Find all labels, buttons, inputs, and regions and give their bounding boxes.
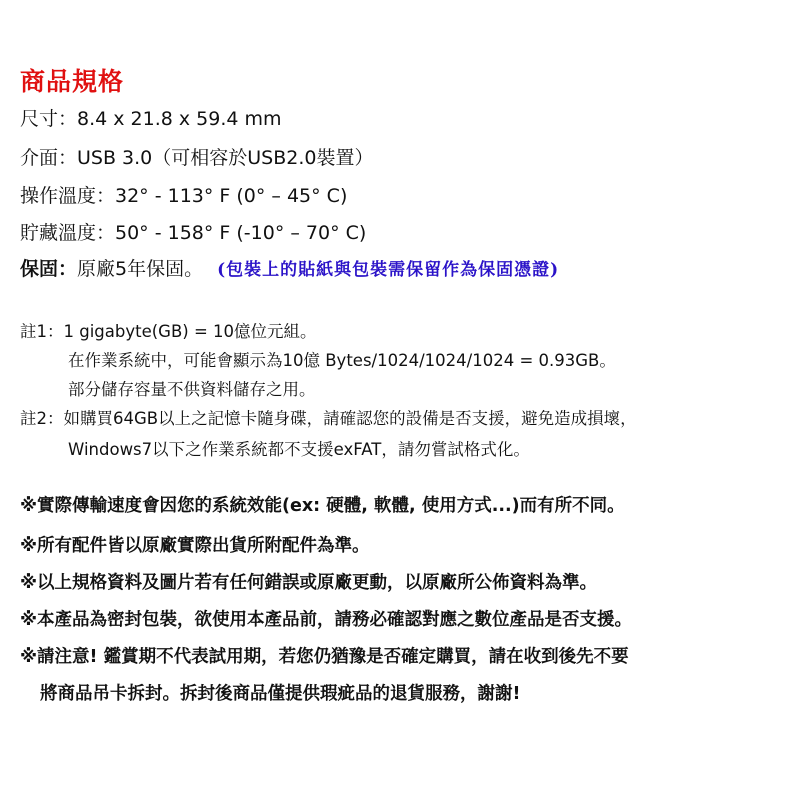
note1-line1: 註1：1 gigabyte(GB) = 10億位元組。 bbox=[20, 322, 317, 341]
spec-operating-temp: 操作溫度：32° - 113° F (0° – 45° C) bbox=[20, 185, 348, 207]
note1-line3: 部分儲存容量不供資料儲存之用。 bbox=[68, 380, 316, 399]
remark-item: ※以上規格資料及圖片若有任何錯誤或原廠更動，以原廠所公佈資料為準。 bbox=[20, 573, 598, 593]
remark-item-continued: 將商品吊卡拆封。拆封後商品僅提供瑕疵品的退貨服務，謝謝! bbox=[40, 684, 521, 704]
note2-line2: Windows7以下之作業系統都不支援exFAT，請勿嘗試格式化。 bbox=[68, 440, 530, 459]
spec-warranty bbox=[20, 254, 559, 281]
spec-size: 尺寸：8.4 x 21.8 x 59.4 mm bbox=[20, 108, 282, 130]
warranty-note: (包裝上的貼紙與包裝需保留作為保固憑證) bbox=[217, 260, 560, 280]
remark-item: ※實際傳輸速度會因您的系統效能(ex: 硬體, 軟體, 使用方式...)而有所不同。 bbox=[20, 496, 625, 516]
remark-item: ※請注意! 鑑賞期不代表試用期，若您仍猶豫是否確定購買，請在收到後先不要 bbox=[20, 647, 629, 667]
spec-title: 商品規格 bbox=[20, 67, 125, 96]
note2-line1: 註2：如購買64GB以上之記憶卡隨身碟，請確認您的設備是否支援，避免造成損壞， bbox=[20, 409, 637, 428]
warranty-label: 保固： bbox=[20, 258, 78, 280]
remark-item: ※本產品為密封包裝，欲使用本產品前，請務必確認對應之數位產品是否支援。 bbox=[20, 610, 633, 630]
warranty-text: 原廠5年保固。 bbox=[77, 258, 204, 280]
spec-storage-temp: 貯藏溫度：50° - 158° F (-10° – 70° C) bbox=[20, 222, 367, 244]
spec-interface: 介面：USB 3.0（可相容於USB2.0裝置） bbox=[20, 147, 374, 169]
note1-line2: 在作業系統中，可能會顯示為10億 Bytes/1024/1024/1024 = 0.93GB。 bbox=[68, 351, 616, 370]
remark-item: ※所有配件皆以原廠實際出貨所附配件為準。 bbox=[20, 536, 370, 556]
